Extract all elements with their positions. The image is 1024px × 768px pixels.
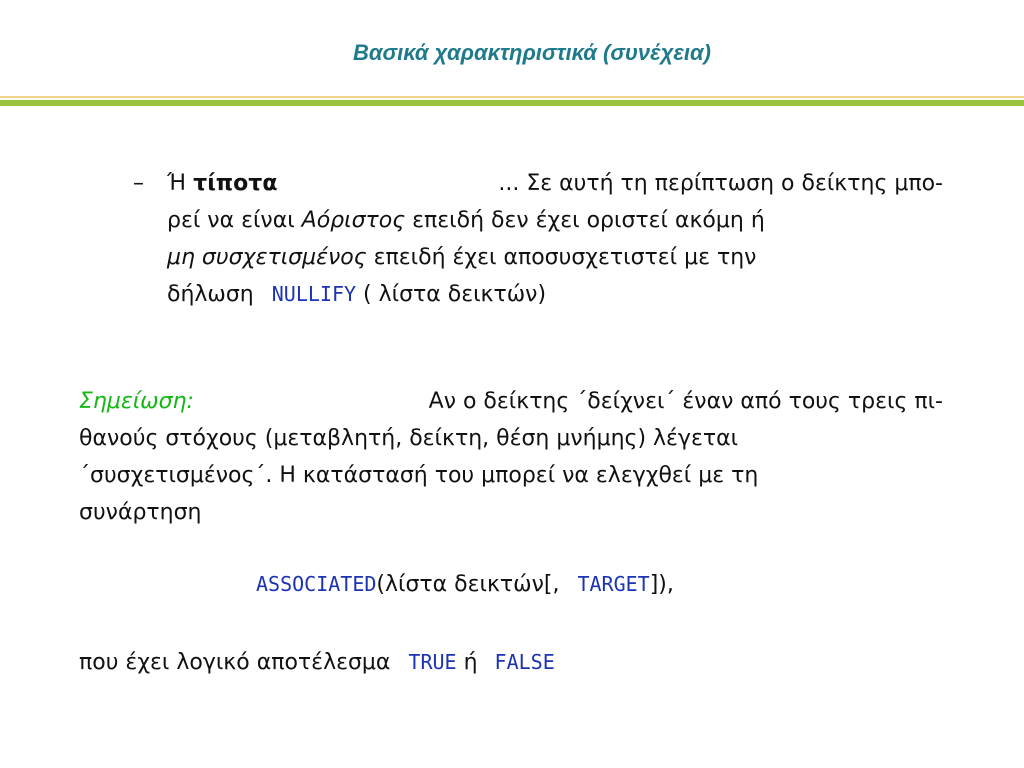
note-line-4: συνάρτηση: [79, 500, 202, 525]
result-text: που έχει λογικό αποτέλεσμα: [79, 650, 391, 675]
bullet-line-4: [167, 276, 943, 313]
code-true: TRUE: [408, 650, 457, 674]
bullet-line-1-text: ... Σε αυτή τη περίπτωση ο δείκτης μπο-: [498, 171, 943, 196]
bullet-line-3: [167, 239, 943, 276]
result-or: ή: [463, 650, 478, 675]
bullet-dash: –: [133, 171, 144, 196]
note-line-1: [79, 383, 943, 420]
bullet-line-4-text-b: ( λίστα δεικτών): [363, 282, 547, 307]
code-associated: ASSOCIATED: [256, 572, 377, 596]
bullet-term-undefined: Αόριστος: [301, 208, 406, 233]
note-line-3: ΄συσχετισμένος΄. Η κατάστασή του μπορεί να ελεγχθεί με τη: [79, 463, 759, 488]
bullet-line-1: [167, 165, 943, 202]
bullet-keyword: τίποτα: [193, 171, 278, 196]
bullet-term-unassociated: μη συσχετισμένος: [167, 245, 367, 270]
slide-title: Βασικά χαρακτηριστικά (συνέχεια): [353, 40, 712, 65]
code-target: TARGET: [577, 572, 650, 596]
code-false: FALSE: [494, 650, 555, 674]
bullet-line-1-start: [167, 165, 277, 202]
function-call-line: [256, 572, 674, 597]
result-line: [79, 650, 555, 675]
bullet-line-2-text-a: ρεί να είναι: [167, 208, 295, 233]
bullet-line-3-text: επειδή έχει αποσυσχετιστεί με την: [373, 245, 757, 270]
bullet-lines: [167, 165, 943, 313]
bullet-prefix: Ή: [167, 171, 187, 196]
function-args: (λίστα δεικτών[,: [376, 572, 560, 597]
function-close: ]),: [649, 572, 674, 597]
bullet-line-4-text-a: δήλωση: [167, 282, 254, 307]
bullet-line-2: [167, 202, 943, 239]
title-rule-thick: [0, 100, 1024, 106]
bullet-paragraph: [133, 165, 943, 313]
bullet-line-2-text-b: επειδή δεν έχει οριστεί ακόμη ή: [412, 208, 765, 233]
title-rule-thin: [0, 96, 1024, 98]
code-nullify: NULLIFY: [271, 282, 357, 306]
note-paragraph: [79, 383, 943, 531]
note-label: Σημείωση:: [79, 389, 194, 414]
note-line-1-text: Αν ο δείκτης ΄δείχνει΄ έναν από τους τρεις πι-: [428, 389, 943, 414]
note-line-2: θανούς στόχους (μεταβλητή, δείκτη, θέση μνήμης) λέγεται: [79, 426, 739, 451]
